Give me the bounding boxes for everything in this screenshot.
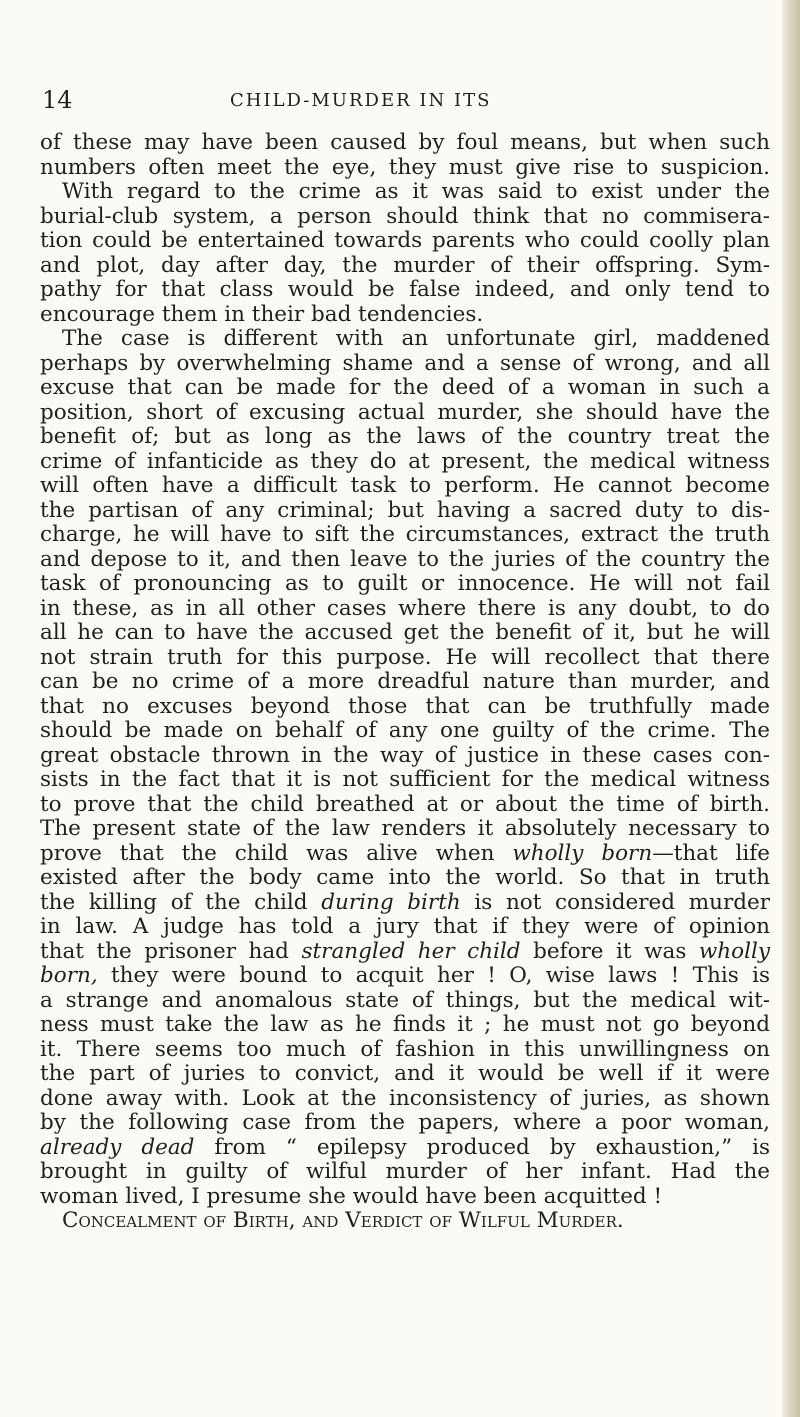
text-line <box>40 842 770 867</box>
text-segment: crime of infanticide as they do at present, the medical witness <box>40 448 770 474</box>
text-segment: sists in the fact that it is not sufficient for the medical witness <box>40 767 770 792</box>
text-segment: Concealment of Birth, and Verdict of Wilful Murder. <box>62 1208 624 1233</box>
text-segment: great obstacle thrown in the way of justice in these cases con- <box>40 742 770 768</box>
text-line <box>40 866 770 891</box>
text-line <box>40 1160 770 1185</box>
text-segment: that the prisoner had <box>40 938 302 964</box>
text-line <box>40 695 770 720</box>
text-segment: The present state of the law renders it absolutely necessary to <box>40 816 770 841</box>
text-segment: done away with. Look at the inconsistency of juries, as shown <box>40 1085 770 1111</box>
text-segment: position, short of excusing actual murder, she should have the <box>40 399 770 425</box>
italic-text: wholly <box>698 938 770 964</box>
running-title: CHILD-MURDER IN ITS <box>230 90 492 111</box>
text-segment: before it was <box>520 938 699 964</box>
text-line <box>40 401 770 426</box>
text-line <box>40 450 770 475</box>
text-segment: it. There seems too much of fashion in this unwillingness on <box>40 1036 770 1062</box>
body-text <box>40 131 770 1234</box>
italic-text: during birth <box>321 889 461 915</box>
text-line <box>40 327 770 352</box>
text-segment: in these, as in all other cases where there is any doubt, to do <box>40 595 770 621</box>
text-segment: a strange and anomalous state of things, but the medical wit- <box>40 987 770 1013</box>
text-line <box>40 1038 770 1063</box>
text-line <box>40 744 770 769</box>
text-segment: The case is different with an unfortunate girl, maddened <box>62 326 770 351</box>
text-line <box>40 205 770 230</box>
text-line <box>40 817 770 842</box>
text-segment: will often have a difficult task to perform. He cannot become <box>40 473 770 498</box>
text-line <box>40 474 770 499</box>
text-segment: burial-club system, a person should think that no commisera- <box>40 203 770 229</box>
text-line <box>40 131 770 156</box>
text-segment: tion could be entertained towards parents who could coolly plan <box>40 228 770 253</box>
text-line <box>40 1185 770 1210</box>
text-segment: the killing of the child <box>40 889 322 915</box>
text-line <box>40 352 770 377</box>
text-segment: existed after the body came into the world. So that in truth <box>40 865 770 890</box>
text-line <box>40 278 770 303</box>
text-line <box>40 499 770 524</box>
italic-text: already dead <box>40 1134 195 1160</box>
text-segment: perhaps by overwhelming shame and a sense of wrong, and all <box>40 350 770 376</box>
text-line <box>40 964 770 989</box>
text-segment: and depose to it, and then leave to the juries of the country the <box>40 546 770 572</box>
text-segment: in law. A judge has told a jury that if they were of opinion <box>40 914 770 939</box>
italic-text: strangled her child <box>301 938 521 964</box>
text-segment: should be made on behalf of any one guilty of the crime. The <box>40 718 770 743</box>
page-number: 14 <box>42 86 73 114</box>
section-heading <box>40 1209 770 1234</box>
text-segment: prove that the child was alive when <box>40 840 513 866</box>
text-segment: to prove that the child breathed at or about the time of birth. <box>40 791 770 817</box>
text-line <box>40 915 770 940</box>
text-line <box>40 376 770 401</box>
text-segment: ness must take the law as he finds it ; he must not go beyond <box>40 1012 770 1037</box>
text-segment: from “ epilepsy produced by exhaustion,” is <box>194 1134 770 1160</box>
text-segment: not strain truth for this purpose. He will recollect that there <box>40 644 770 670</box>
text-line <box>40 621 770 646</box>
text-line <box>40 768 770 793</box>
text-segment: brought in guilty of wilful murder of her infant. Had the <box>40 1159 770 1184</box>
page-header <box>42 86 772 116</box>
text-line <box>40 572 770 597</box>
text-segment: With regard to the crime as it was said to exist under the <box>62 179 770 204</box>
text-line <box>40 523 770 548</box>
text-segment: by the following case from the papers, where a poor woman, <box>40 1110 770 1135</box>
page-edge <box>782 0 800 1417</box>
text-segment: can be no crime of a more dreadful nature than murder, and <box>40 669 770 694</box>
text-line <box>40 891 770 916</box>
text-line <box>40 670 770 695</box>
text-segment: charge, he will have to sift the circumstances, extract the truth <box>40 522 770 547</box>
text-line <box>40 989 770 1014</box>
text-line <box>40 425 770 450</box>
text-segment: the partisan of any criminal; but having a sacred duty to dis- <box>40 497 770 523</box>
text-line <box>40 1062 770 1087</box>
text-segment: the part of juries to convict, and it would be well if it were <box>40 1061 770 1086</box>
text-line <box>40 303 770 328</box>
text-segment: of these may have been caused by foul means, but when such <box>40 130 770 155</box>
text-line <box>40 940 770 965</box>
text-line <box>40 597 770 622</box>
text-segment: woman lived, I presume she would have been acquitted ! <box>40 1183 663 1209</box>
text-line <box>40 1111 770 1136</box>
text-line <box>40 1136 770 1161</box>
text-segment: numbers often meet the eye, they must give rise to suspicion. <box>40 154 770 180</box>
text-line <box>40 719 770 744</box>
text-segment: that no excuses beyond those that can be truthfully made <box>40 693 770 719</box>
text-line <box>40 229 770 254</box>
text-line <box>40 1087 770 1112</box>
text-segment: excuse that can be made for the deed of a woman in such a <box>40 375 770 400</box>
text-segment: task of pronouncing as to guilt or innocence. He will not fail <box>40 571 770 596</box>
text-line <box>40 793 770 818</box>
italic-text: born, <box>40 963 98 988</box>
text-segment: pathy for that class would be false indeed, and only tend to <box>40 277 770 302</box>
text-segment: benefit of; but as long as the laws of the country treat the <box>40 424 770 449</box>
text-line <box>40 548 770 573</box>
text-segment: —that life <box>652 840 770 866</box>
text-segment: and plot, day after day, the murder of their offspring. Sym- <box>40 252 770 278</box>
text-line <box>40 254 770 279</box>
text-segment: encourage them in their bad tendencies. <box>40 301 484 327</box>
text-segment: all he can to have the accused get the benefit of it, but he will <box>40 620 770 645</box>
text-segment: they were bound to acquit her ! O, wise laws ! This is <box>97 963 770 988</box>
text-line <box>40 156 770 181</box>
text-line <box>40 180 770 205</box>
italic-text: wholly born <box>512 840 653 866</box>
text-line <box>40 646 770 671</box>
text-line <box>40 1013 770 1038</box>
text-segment: is not considered murder <box>460 889 770 915</box>
